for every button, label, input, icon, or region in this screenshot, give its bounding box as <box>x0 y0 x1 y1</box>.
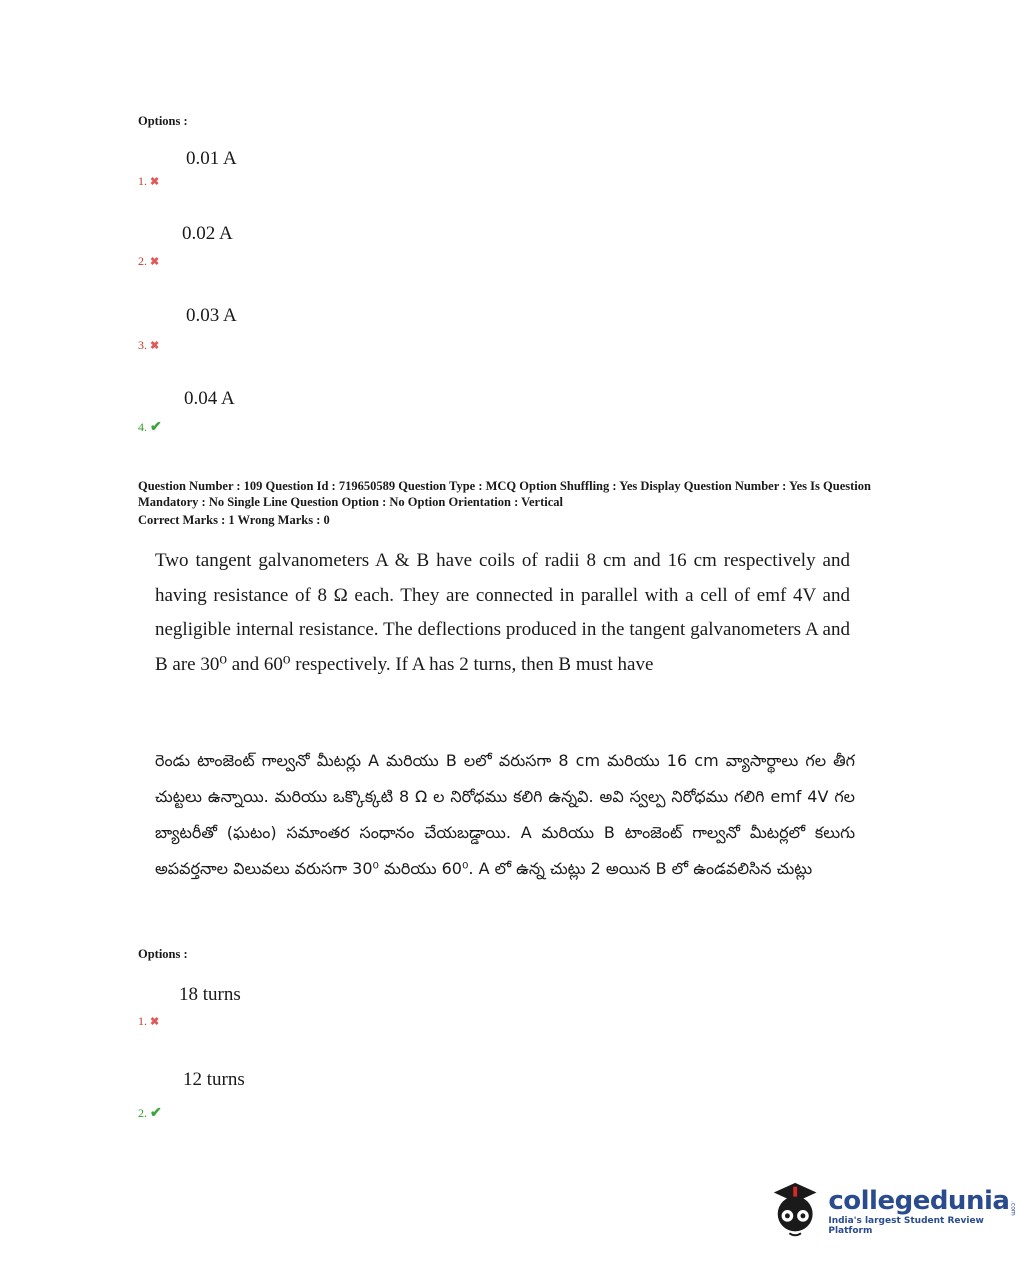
option-text: 0.03 A <box>186 305 237 326</box>
option-marker <box>138 1014 159 1029</box>
options-label: Options : <box>138 947 188 961</box>
check-icon: ✔ <box>150 420 162 435</box>
option-text: 12 turns <box>183 1069 245 1090</box>
option-number: 2. <box>138 1106 147 1120</box>
option-marker <box>138 338 159 353</box>
option-text: 0.04 A <box>184 388 235 409</box>
mascot-icon <box>768 1178 822 1244</box>
option-marker <box>138 1105 162 1122</box>
option-marker <box>138 419 162 436</box>
option-marker <box>138 254 159 269</box>
option-number: 2. <box>138 254 147 268</box>
check-icon: ✔ <box>150 1106 162 1121</box>
options-label: Options : <box>138 114 188 128</box>
question-meta: Question Number : 109 Question Id : 719650589 Question Type : MCQ Option Shuffling : Yes Display Question Number : Yes Is Question Mandatory : No Single Line Question Option : No Option Orientation : Vertical <box>138 479 871 509</box>
logo-suffix: .com <box>1009 1201 1017 1216</box>
option-number: 4. <box>138 420 147 434</box>
cross-icon: ✖ <box>150 340 160 352</box>
option-text: 0.02 A <box>182 223 233 244</box>
option-text: 18 turns <box>179 984 241 1005</box>
logo-tagline: India's largest Student Review Platform <box>828 1216 984 1236</box>
option-marker <box>138 174 159 189</box>
cross-icon: ✖ <box>150 256 160 268</box>
question-english: Two tangent galvanometers A & B have coils of radii 8 cm and 16 cm respectively and having resistance of 8 Ω each. They are connected in parallel with a cell of emf 4V and negligible internal resistance. The deflections produced in the tangent galvanometers A and B are 30⁰ and 60⁰ respectively. If A has 2 turns, then B must have <box>155 550 850 675</box>
marks-meta: Correct Marks : 1 Wrong Marks : 0 <box>138 513 330 527</box>
option-text: 0.01 A <box>186 148 237 169</box>
option-number: 1. <box>138 1014 147 1028</box>
cross-icon: ✖ <box>150 176 160 188</box>
collegedunia-logo <box>768 1178 1025 1244</box>
option-number: 3. <box>138 338 147 352</box>
option-number: 1. <box>138 174 147 188</box>
question-telugu: రెండు టాంజెంట్ గాల్వనో మీటర్లు A మరియు B లలో వరుసగా 8 cm మరియు 16 cm వ్యాసార్థాలు గల తీగ చుట్టలు ఉన్నాయి. మరియు ఒక్కొక్కటి 8 Ω ల నిరోధము కలిగి ఉన్నవి. అవి స్వల్ప నిరోధము గలిగి emf 4V గల బ్యాటరీతో (ఘటం) సమాంతర సంధానం చేయబడ్డాయి. A మరియు B టాంజెంట్ గాల్వనో మీటర్లలో కలుగు అపవర్తనాల విలువలు వరుసగా 30⁰ మరియు 60⁰. A లో ఉన్న చుట్లు 2 అయిన B లో ఉండవలిసిన చుట్లు <box>155 751 855 878</box>
cross-icon: ✖ <box>150 1016 160 1028</box>
logo-name: collegedunia <box>828 1186 1010 1216</box>
logo-text-group <box>828 1186 1025 1236</box>
